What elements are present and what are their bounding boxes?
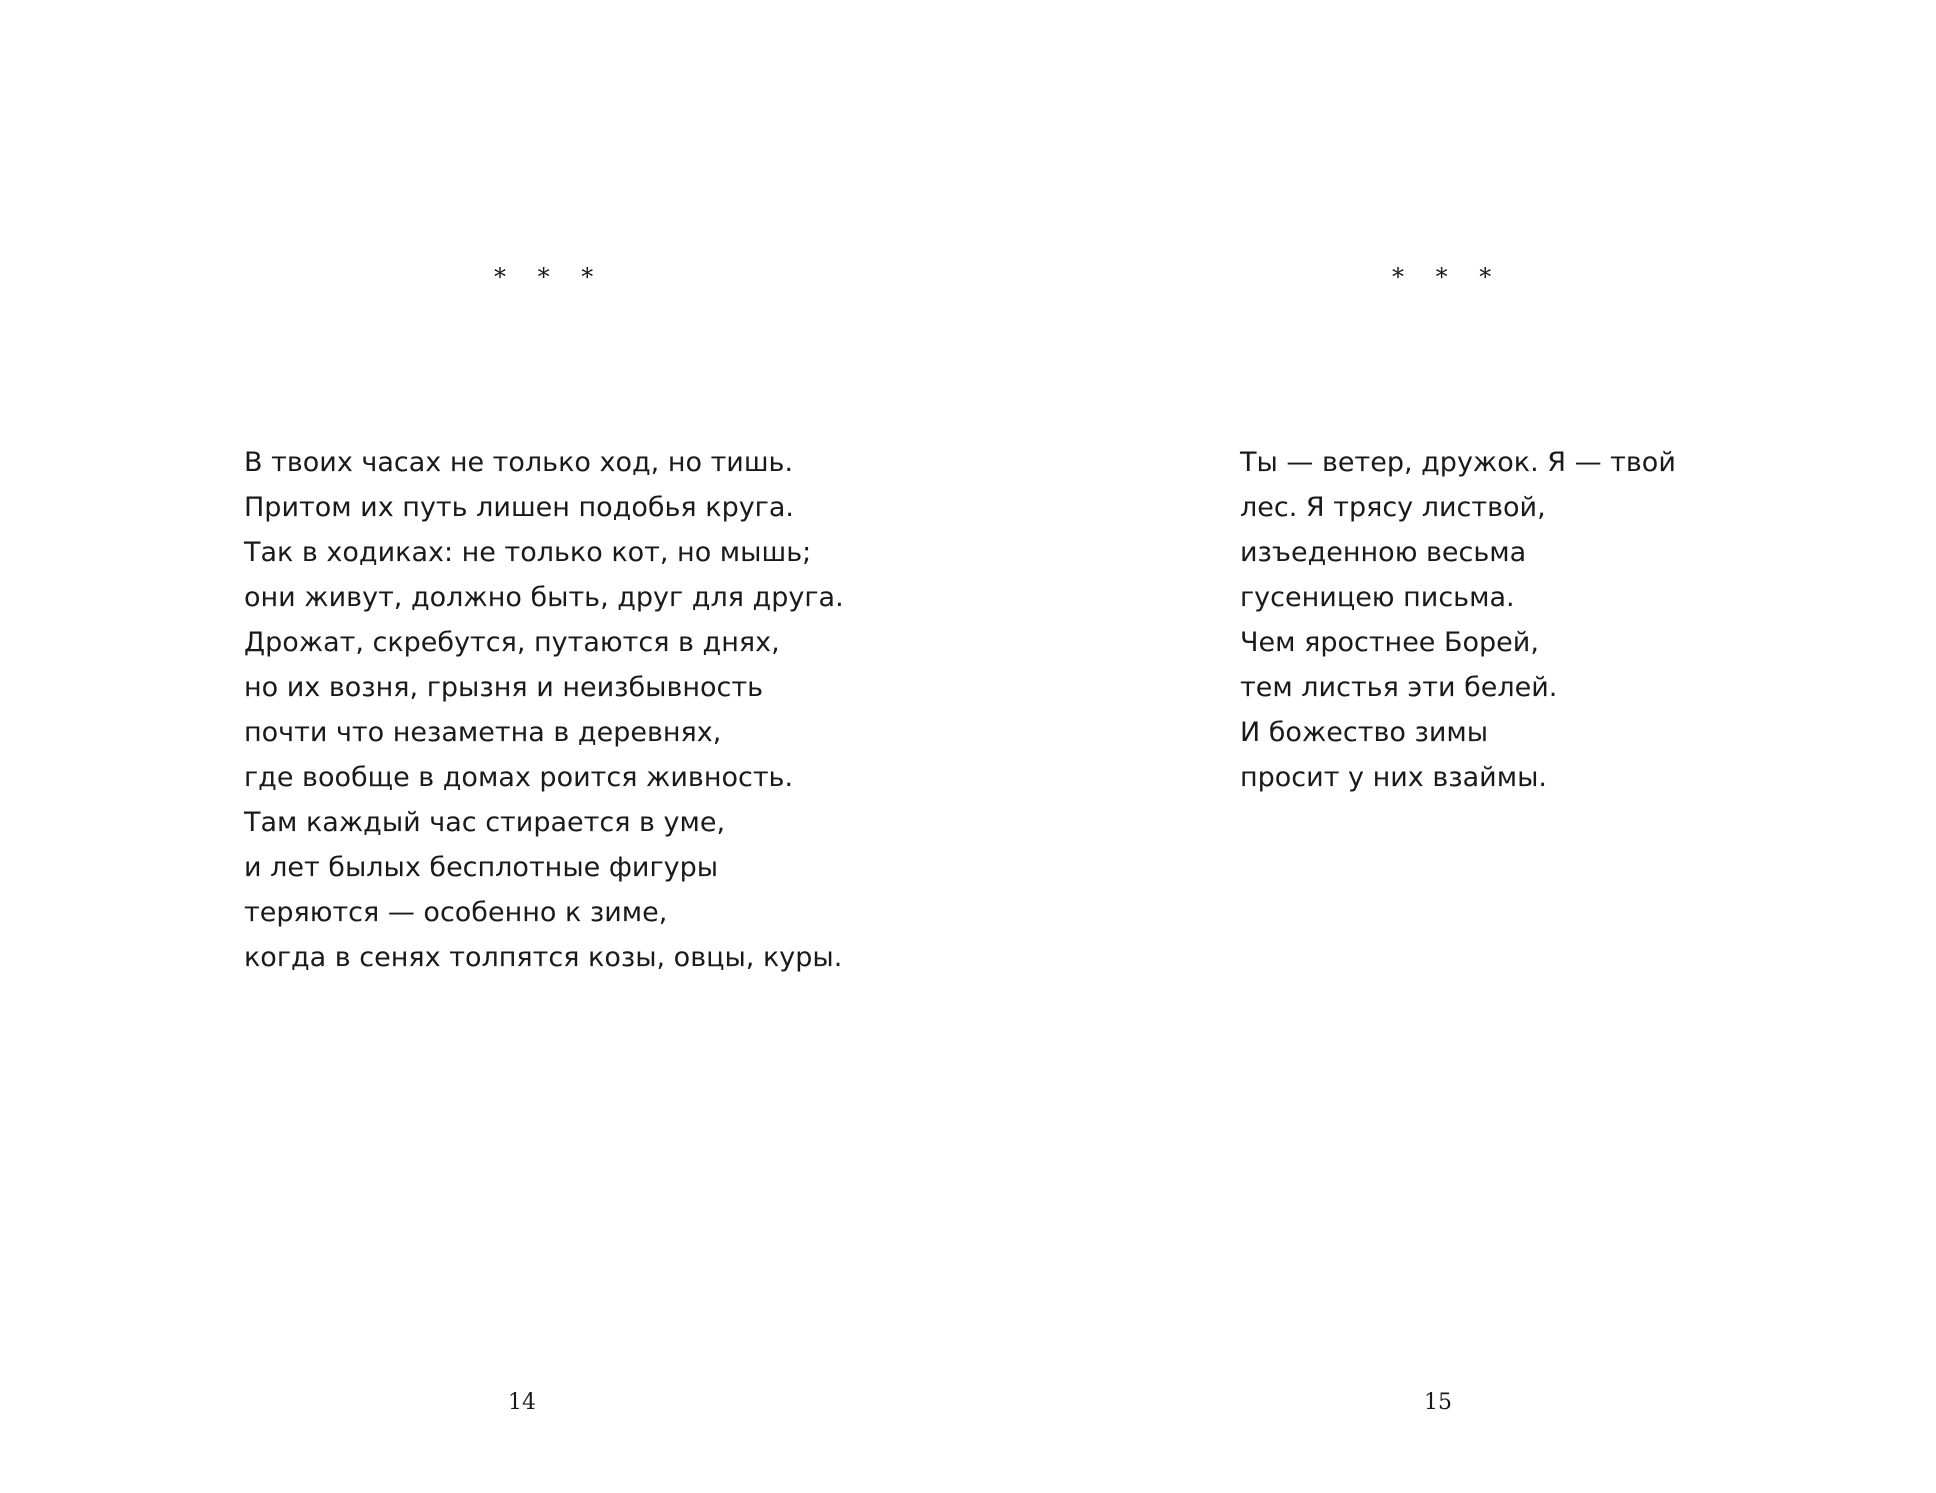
poem-line: и лет былых бесплотные фигуры [244,852,719,883]
poem-left [244,440,844,980]
poem-line: лес. Я трясу листвой, [1240,492,1546,523]
poem-line: Там каждый час стирается в уме, [244,807,726,838]
poem-line: тем листья эти белей. [1240,672,1558,703]
page-number-left: 14 [508,1390,536,1415]
poem-line: изъеденною весьма [1240,537,1527,568]
poem-line: когда в сенях толпятся козы, овцы, куры. [244,942,843,973]
page-number-right: 15 [1424,1390,1452,1415]
poem-line: В твоих часах не только ход, но тишь. [244,447,794,478]
right-page [968,0,1936,1493]
poem-line: они живут, должно быть, друг для друга. [244,582,844,613]
poem-line: Ты — ветер, дружок. Я — твой [1240,447,1676,478]
poem-line: Притом их путь лишен подобья круга. [244,492,794,523]
section-asterisks: * * * [1392,263,1504,291]
poem-line: где вообще в домах роится живность. [244,762,794,793]
poem-line: но их возня, грызня и неизбывность [244,672,764,703]
poem-line: теряются — особенно к зиме, [244,897,668,928]
poem-line: И божество зимы [1240,717,1489,748]
poem-line: почти что незаметна в деревнях, [244,717,722,748]
poem-line: Чем яростнее Борей, [1240,627,1539,658]
section-asterisks: * * * [494,263,606,291]
poem-line: просит у них взаймы. [1240,762,1547,793]
poem-line: Так в ходиках: не только кот, но мышь; [244,537,812,568]
poem-line: Дрожат, скребутся, путаются в днях, [244,627,780,658]
poem-right [1240,440,1676,800]
poem-line: гусеницею письма. [1240,582,1515,613]
